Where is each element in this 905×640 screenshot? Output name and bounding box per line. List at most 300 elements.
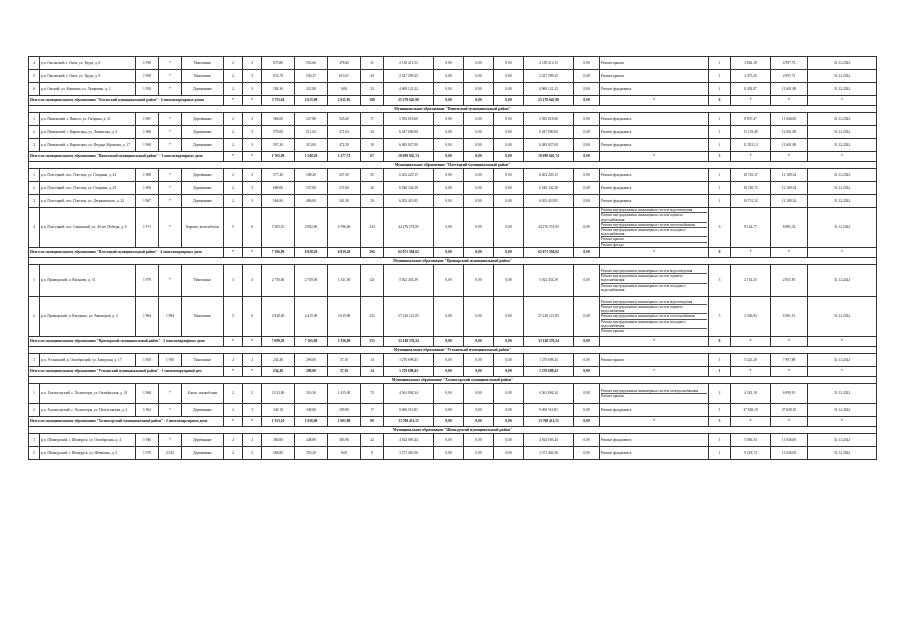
cost-owners: 2 150 211,53	[524, 57, 574, 70]
total-area: 300,00	[262, 434, 295, 447]
total-residents: 180	[361, 96, 384, 106]
cost-local: 0,00	[494, 434, 524, 447]
cost-federal: 0,00	[434, 265, 464, 297]
total-unit-cost: *	[731, 367, 771, 377]
row-number: 1	[29, 265, 40, 297]
year-last-repair: *	[159, 208, 182, 248]
residents: 14	[361, 354, 384, 367]
floors: 3	[224, 265, 243, 297]
works-count: 1	[709, 126, 731, 139]
entrances: 3	[243, 57, 262, 70]
deadline: 31.12.2022	[808, 195, 877, 208]
address-cell: р.п. Плесецкий, пос. Плесецк, ул. Гагарина, д. 25	[40, 182, 136, 195]
work-item: Ремонт фундамента	[601, 129, 632, 134]
works-count: 1	[709, 70, 731, 83]
works-list	[600, 354, 709, 367]
total-works-count: 8	[709, 337, 731, 347]
cost-regional: 0,00	[464, 57, 494, 70]
program-table-sheet	[28, 56, 876, 460]
total-unit-cost: *	[731, 248, 771, 258]
address-cell: р.п. Плесецкий, пос. Савинский, ул. 40 лет Победы, д. 8	[40, 208, 136, 248]
floors: 5	[224, 297, 243, 337]
total-works: *	[600, 248, 709, 258]
cost-owners: 5 592 018,60	[524, 113, 574, 126]
total-cost-federal: 0,00	[434, 417, 464, 427]
deadline: 31.12.2022	[808, 447, 877, 460]
year-last-repair: *	[159, 404, 182, 417]
floors: 2	[224, 126, 243, 139]
cost-total: 6 052 410,95	[384, 195, 434, 208]
building-row	[29, 384, 877, 404]
cost-federal: 0,00	[434, 384, 464, 404]
cost-regional: 0,00	[464, 265, 494, 297]
total-label: Итого по муниципальному образованию "Устьянский муниципальный район" - 1 многоквартирный дом	[29, 367, 224, 377]
wall-material: Панельные	[182, 57, 224, 70]
cost-federal: 0,00	[434, 297, 464, 337]
entrances: 6	[243, 297, 262, 337]
cost-other: 0,00	[574, 265, 600, 297]
work-item: Ремонт внутридомовых инженерных систем водоотведения	[601, 269, 707, 274]
unit-cost: 8 492,87	[731, 83, 771, 96]
floors: 2	[224, 83, 243, 96]
total-total-area: 1 765,00	[262, 152, 295, 162]
cost-federal: 0,00	[434, 182, 464, 195]
building-row	[29, 169, 877, 182]
cost-owners: 3 371 463,56	[524, 447, 574, 460]
cost-regional: 0,00	[464, 434, 494, 447]
municipality-header-row	[29, 347, 877, 354]
year-last-repair: 2 012	[159, 447, 182, 460]
wall-material: Деревянные	[182, 113, 224, 126]
unit-cost-limit: 4 997,73	[771, 57, 808, 70]
municipality-header-row	[29, 258, 877, 265]
total-cost-owners: 33 148 576,24	[524, 337, 574, 347]
entrances: 3	[243, 139, 262, 152]
building-row	[29, 404, 877, 417]
year-built: 1 968	[136, 384, 159, 404]
work-item: Ремонт внутридомовых инженерных систем горячего водоснабжения	[601, 213, 707, 222]
works-count: 1	[709, 83, 731, 96]
entrances: 6	[243, 208, 262, 248]
unit-cost: 11 119,49	[731, 126, 771, 139]
total-cost-total: 1 270 698,43	[384, 367, 434, 377]
building-row	[29, 83, 877, 96]
year-last-repair: *	[159, 126, 182, 139]
floors: 2	[224, 195, 243, 208]
cost-other: 0,00	[574, 113, 600, 126]
municipality-header-row	[29, 162, 877, 169]
cost-owners: 6 540 342,58	[524, 182, 574, 195]
work-item: Ремонт фундамента	[601, 172, 632, 177]
unit-cost: 10 720,73	[731, 182, 771, 195]
year-last-repair: 1 950	[159, 354, 182, 367]
living-area: 536,27	[295, 70, 328, 83]
year-built: 1 966	[136, 126, 159, 139]
deadline: 31.12.2022	[808, 265, 877, 297]
cost-other: 0,00	[574, 384, 600, 404]
cost-regional: 0,00	[464, 70, 494, 83]
total-cost-total: 25 278 645,98	[384, 96, 434, 106]
total-label: Итого по муниципальному образованию "Приморский муниципальный район" - 2 многоквартирных дома	[29, 337, 224, 347]
entrances: 3	[243, 404, 262, 417]
cost-local: 0,00	[494, 265, 524, 297]
total-area: 2 750,60	[262, 265, 295, 297]
row-number: 5	[29, 70, 40, 83]
row-number: 1	[29, 113, 40, 126]
total-area: 579,00	[262, 126, 295, 139]
total-floors: *	[224, 96, 243, 106]
floors: 2	[224, 384, 243, 404]
works-list	[600, 384, 709, 404]
total-entrances: *	[243, 337, 262, 347]
total-area: 675,80	[262, 57, 295, 70]
work-item: Ремонт внутридомовых инженерных систем холодного водоснабжения	[601, 320, 707, 329]
total-residential-area: 5 156,00	[328, 337, 361, 347]
total-total-area: 7 699,20	[262, 337, 295, 347]
works-list	[600, 70, 709, 83]
works-count: 1	[709, 195, 731, 208]
works-list	[600, 404, 709, 417]
work-item: Ремонт внутридомовых инженерных систем холодного водоснабжения	[601, 283, 686, 292]
cost-total: 4 069 121,22	[384, 83, 434, 96]
cost-owners: 27 226 121,85	[524, 297, 574, 337]
total-deadline: *	[808, 417, 877, 427]
total-entrances: *	[243, 248, 262, 258]
works-count: 3	[709, 265, 731, 297]
total-cost-other: 0,00	[574, 152, 600, 162]
cost-other: 0,00	[574, 126, 600, 139]
residential-area: 57,10	[328, 354, 361, 367]
row-number: 1	[29, 169, 40, 182]
total-deadline: *	[808, 248, 877, 258]
total-cost-owners: 1 270 698,43	[524, 367, 574, 377]
residential-area: 457,50	[328, 169, 361, 182]
living-area: 4 415,00	[295, 297, 328, 337]
residents: 22	[361, 434, 384, 447]
total-works: *	[600, 152, 709, 162]
address-cell: р.п. Плесецкий, пос. Плесецк, ул. Гагарина, д. 23	[40, 169, 136, 182]
works-list	[600, 57, 709, 70]
total-living-area: 1 548,20	[295, 152, 328, 162]
total-residential-area: 2 011,95	[328, 96, 361, 106]
cost-federal: 0,00	[434, 354, 464, 367]
residents: 8	[361, 447, 384, 460]
cost-other: 0,00	[574, 404, 600, 417]
total-area: 184,30	[262, 83, 295, 96]
building-row	[29, 208, 877, 248]
residents: 234	[361, 208, 384, 248]
municipality-total-row	[29, 96, 877, 106]
floors: 2	[224, 354, 243, 367]
municipality-total-row	[29, 152, 877, 162]
municipality-total-row	[29, 337, 877, 347]
total-area: 340,10	[262, 404, 295, 417]
address-cell: р.п. Пинежский, г. Карпогоры, ул. Ленинская, д. 5	[40, 126, 136, 139]
year-last-repair: *	[159, 195, 182, 208]
deadline: 31.12.2022	[808, 182, 877, 195]
residents: 29	[361, 195, 384, 208]
total-cost-other: 0,00	[574, 96, 600, 106]
residential-area: 0,00	[328, 447, 361, 460]
cost-other: 0,00	[574, 139, 600, 152]
program-table	[28, 56, 877, 460]
year-built: 1 950	[136, 354, 159, 367]
total-area: 1 013,00	[262, 384, 295, 404]
residential-area: 613,01	[328, 70, 361, 83]
row-number: 1	[29, 354, 40, 367]
total-deadline: *	[808, 367, 877, 377]
residents: 17	[361, 113, 384, 126]
unit-cost: 5 065,33	[731, 434, 771, 447]
total-cost-regional: 0,00	[464, 248, 494, 258]
cost-regional: 0,00	[464, 297, 494, 337]
cost-local: 0,00	[494, 83, 524, 96]
unit-cost: 11 053,12	[731, 139, 771, 152]
row-number: 2	[29, 297, 40, 337]
cost-federal: 0,00	[434, 208, 464, 248]
deadline: 31.12.2022	[808, 208, 877, 248]
total-unit-cost-limit: *	[771, 417, 808, 427]
address-cell: р.п. Омсакский, г. Омск, ул. Труда, д. 6	[40, 57, 136, 70]
cost-owners: 4 924 003,44	[524, 434, 574, 447]
cost-regional: 0,00	[464, 195, 494, 208]
wall-material: Деревянные	[182, 83, 224, 96]
total-cost-federal: 0,00	[434, 96, 464, 106]
unit-cost: 27 658,10	[731, 404, 771, 417]
unit-cost-limit: 12 180,34	[771, 169, 808, 182]
cost-regional: 0,00	[464, 182, 494, 195]
year-last-repair: *	[159, 182, 182, 195]
row-number: 1	[29, 384, 40, 404]
works-count: 1	[709, 354, 731, 367]
cost-local: 0,00	[494, 113, 524, 126]
deadline: 31.12.2022	[808, 126, 877, 139]
living-area: 340,00	[295, 404, 328, 417]
residential-area: 365,96	[328, 434, 361, 447]
cost-other: 0,00	[574, 297, 600, 337]
entrances: 3	[243, 70, 262, 83]
wall-material: Деревянные	[182, 434, 224, 447]
wall-material: Деревянные	[182, 404, 224, 417]
total-floors: *	[224, 337, 243, 347]
total-entrances: *	[243, 96, 262, 106]
total-cost-owners: 18 699 845,74	[524, 152, 574, 162]
total-cost-regional: 0,00	[464, 152, 494, 162]
total-living-area: 290,00	[295, 367, 328, 377]
wall-material: Панельные	[182, 265, 224, 297]
year-last-repair: 1 984	[159, 297, 182, 337]
total-floors: *	[224, 152, 243, 162]
municipality-title: Муниципальное образование "Устьянский муниципальный район"	[29, 347, 877, 354]
address-cell: р.п. Холмогорский, с. Холмогоры, ул. Октябрьская, д. 41	[40, 384, 136, 404]
residential-area: 0,00	[328, 83, 361, 96]
total-cost-total: 62 071 594,62	[384, 248, 434, 258]
deadline: 31.12.2022	[808, 139, 877, 152]
year-built: 1 971	[136, 208, 159, 248]
unit-cost: 8 837,47	[731, 113, 771, 126]
total-unit-cost: *	[731, 96, 771, 106]
works-list	[600, 139, 709, 152]
municipality-total-row	[29, 417, 877, 427]
cost-other: 0,00	[574, 169, 600, 182]
work-item: Ремонт внутридомовых инженерных систем теплоснабжения	[601, 223, 707, 228]
total-area: 597,20	[262, 139, 295, 152]
address-cell: р.п. Шенкурский, г. Шенкурск, ул. Октябрьская, д. 4	[40, 434, 136, 447]
unit-cost-limit: 12 601,89	[771, 139, 808, 152]
total-residents: 67	[361, 152, 384, 162]
year-built: 1 979	[136, 265, 159, 297]
total-area: 674,70	[262, 70, 295, 83]
year-built: 1 970	[136, 447, 159, 460]
wall-material: Деревянные	[182, 195, 224, 208]
unit-cost: 3 475,45	[731, 70, 771, 83]
unit-cost-limit: 6 999,10	[771, 384, 808, 404]
works-list	[600, 113, 709, 126]
municipality-title: Муниципальное образование "Пинежский муниципальный район"	[29, 106, 877, 113]
address-cell: р.п. Плесецкий, пос. Плесецк, ул. Дзержинского, д. 22	[40, 195, 136, 208]
deadline: 31.12.2022	[808, 297, 877, 337]
total-works-count: 9	[709, 248, 731, 258]
address-cell: р.п. Омсакский, г. Омск, ул. Труда, д. 8	[40, 70, 136, 83]
deadline: 31.12.2022	[808, 83, 877, 96]
building-row	[29, 139, 877, 152]
cost-total: 2 327 599,25	[384, 70, 434, 83]
cost-owners: 4 361 894,34	[524, 384, 574, 404]
cost-local: 0,00	[494, 70, 524, 83]
works-list	[600, 182, 709, 195]
entrances: 3	[243, 169, 262, 182]
building-row	[29, 265, 877, 297]
work-item: Ремонт внутридомовых инженерных систем теплоснабжения	[601, 314, 707, 319]
residents: 23	[361, 83, 384, 96]
cost-owners: 4 069 121,22	[524, 83, 574, 96]
unit-cost-limit: 12 601,89	[771, 126, 808, 139]
entrances: 2	[243, 447, 262, 460]
year-built: 1 967	[136, 195, 159, 208]
works-list	[600, 83, 709, 96]
total-residents: 89	[361, 417, 384, 427]
row-number: 6	[29, 83, 40, 96]
total-total-area: 7 106,90	[262, 248, 295, 258]
living-area: 355,29	[295, 447, 328, 460]
cost-other: 0,00	[574, 182, 600, 195]
row-number: 2	[29, 404, 40, 417]
works-count: 1	[709, 447, 731, 460]
year-built: 1 968	[136, 139, 159, 152]
total-cost-other: 0,00	[574, 417, 600, 427]
entrances: 3	[243, 182, 262, 195]
building-row	[29, 113, 877, 126]
residents: 74	[361, 384, 384, 404]
cost-total: 3 371 463,56	[384, 447, 434, 460]
municipality-title: Муниципальное образование "Плесецкий муниципальный район"	[29, 162, 877, 169]
residential-area: 471,02	[328, 126, 361, 139]
cost-total: 6 540 342,58	[384, 182, 434, 195]
unit-cost-limit: 12 180,34	[771, 195, 808, 208]
residents: 17	[361, 404, 384, 417]
total-entrances: *	[243, 417, 262, 427]
unit-cost-limit: 12 180,34	[771, 182, 808, 195]
living-area: 508,20	[295, 169, 328, 182]
residents: 26	[361, 182, 384, 195]
cost-local: 0,00	[494, 447, 524, 460]
cost-local: 0,00	[494, 297, 524, 337]
unit-cost-limit: 2 851,85	[771, 265, 808, 297]
total-cost-local: 0,00	[494, 96, 524, 106]
row-number: 4	[29, 57, 40, 70]
floors: 2	[224, 57, 243, 70]
work-item: Ремонт фундамента	[601, 185, 632, 190]
unit-cost: 8 142,77	[731, 208, 771, 248]
address-cell: р.п. Холмогорский, с. Холмогоры, ул. Пахтусовская, д. 2	[40, 404, 136, 417]
total-area: 368,80	[262, 447, 295, 460]
cost-federal: 0,00	[434, 113, 464, 126]
deadline: 31.12.2022	[808, 354, 877, 367]
works-count: 5	[709, 297, 731, 337]
total-cost-local: 0,00	[494, 367, 524, 377]
cost-owners: 1 270 698,43	[524, 354, 574, 367]
floors: 2	[224, 434, 243, 447]
unit-cost-limit: 7 997,88	[771, 354, 808, 367]
wall-material: Блоки, шлакоблоки	[182, 384, 224, 404]
total-cost-other: 0,00	[574, 367, 600, 377]
total-unit-cost-limit: *	[771, 367, 808, 377]
residential-area: 523,60	[328, 113, 361, 126]
address-cell: р.п. Пинежский, г. Карпогоры, ул. Федора Абрамова, д. 17	[40, 139, 136, 152]
residential-area: 472,59	[328, 139, 361, 152]
total-cost-regional: 0,00	[464, 337, 494, 347]
year-built: 1 969	[136, 182, 159, 195]
year-built: 1 958	[136, 57, 159, 70]
floors: 2	[224, 70, 243, 83]
floors: 5	[224, 208, 243, 248]
residential-area: 4 786,06	[328, 208, 361, 248]
unit-cost: 9 218,74	[731, 447, 771, 460]
year-last-repair: *	[159, 265, 182, 297]
living-area: 4 982,60	[295, 208, 328, 248]
address-cell: р.п. Шенкурский, г. Шенкурск, ул. Шевченко, д. 5	[40, 447, 136, 460]
cost-owners: 44 276 574,95	[524, 208, 574, 248]
cost-total: 5 922 454,39	[384, 265, 434, 297]
unit-cost-limit: 12 601,89	[771, 83, 808, 96]
cost-total: 2 150 211,53	[384, 57, 434, 70]
total-deadline: *	[808, 152, 877, 162]
year-built: 1 959	[136, 70, 159, 83]
unit-cost-limit: 11 046,00	[771, 447, 808, 460]
residential-area: 537,60	[328, 182, 361, 195]
total-label: Итого по муниципальному образованию "Холмогорский муниципальный район" - 2 многоквартирных дома	[29, 417, 224, 427]
wall-material: Деревянные	[182, 182, 224, 195]
total-works-count: 3	[709, 152, 731, 162]
row-number: 2	[29, 182, 40, 195]
work-item: Ремонт внутридомовых инженерных систем водоотведения	[601, 208, 707, 213]
total-entrances: *	[243, 367, 262, 377]
row-number: 4	[29, 208, 40, 248]
building-row	[29, 297, 877, 337]
total-unit-cost-limit: *	[771, 248, 808, 258]
cost-regional: 0,00	[464, 404, 494, 417]
works-list	[600, 195, 709, 208]
cost-total: 6 202 229,15	[384, 169, 434, 182]
unit-cost: 5 421,20	[731, 354, 771, 367]
municipality-total-row	[29, 367, 877, 377]
cost-regional: 0,00	[464, 447, 494, 460]
cost-local: 0,00	[494, 126, 524, 139]
cost-regional: 0,00	[464, 83, 494, 96]
residents: 24	[361, 126, 384, 139]
total-residential-area: 57,10	[328, 367, 361, 377]
wall-material: Панельные	[182, 297, 224, 337]
